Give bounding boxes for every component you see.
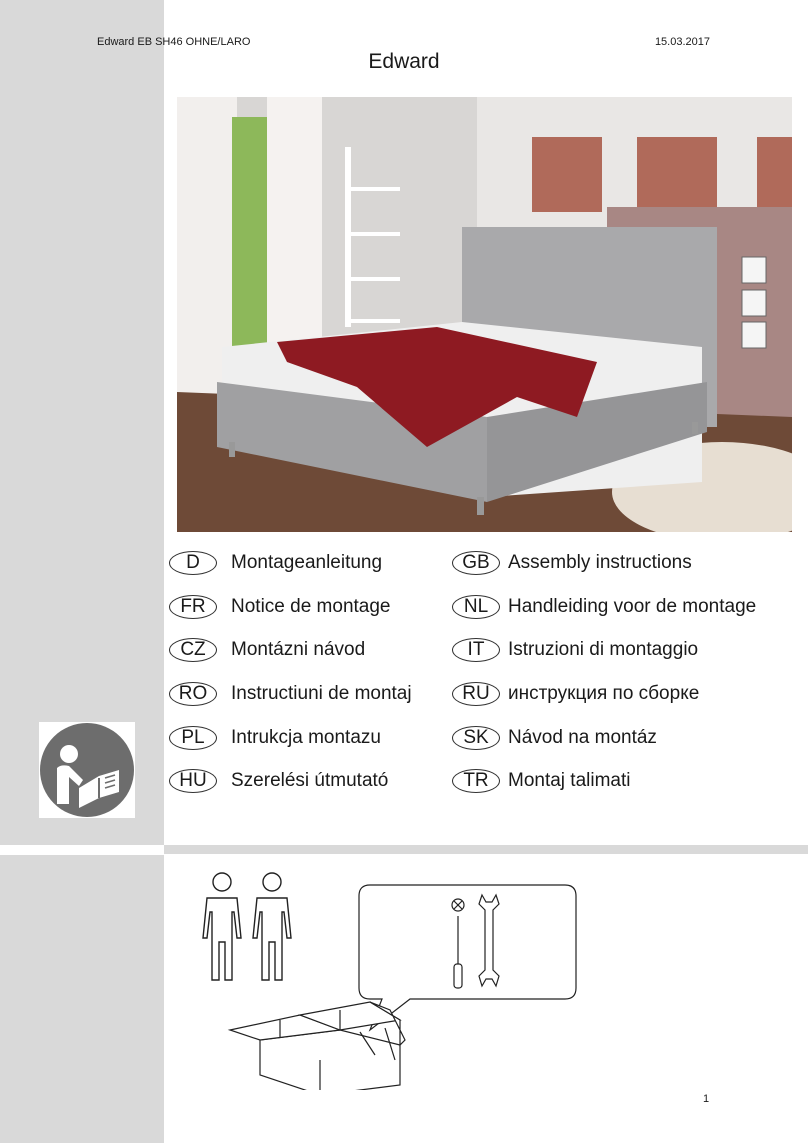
language-code-badge: PL <box>169 726 217 750</box>
language-row-d <box>169 549 382 577</box>
language-row-ro <box>169 680 412 708</box>
language-label: Szerelési útmutató <box>231 770 389 791</box>
language-label: Handleiding voor de montage <box>508 596 757 617</box>
language-label: Assembly instructions <box>508 552 692 573</box>
language-label: Intrukcja montazu <box>231 727 381 748</box>
document-id: Edward EB SH46 OHNE/LARO <box>97 36 251 48</box>
document-date: 15.03.2017 <box>654 36 710 48</box>
language-row-sk <box>452 724 657 752</box>
language-code-badge: TR <box>452 769 500 793</box>
language-code-badge: IT <box>452 638 500 662</box>
language-label: Návod na montáz <box>508 727 657 748</box>
language-row-ru <box>452 680 699 708</box>
language-code-badge: D <box>169 551 217 575</box>
language-row-gb <box>452 549 692 577</box>
page-title: Edward <box>368 50 440 73</box>
language-label: инструкция по сборке <box>508 683 700 704</box>
language-row-pl <box>169 724 381 752</box>
language-label: Montaj talimati <box>508 770 631 791</box>
product-photo <box>177 97 792 532</box>
language-label: Notice de montage <box>231 596 391 617</box>
language-row-it <box>452 636 698 664</box>
language-row-tr <box>452 767 631 795</box>
language-code-badge: SK <box>452 726 500 750</box>
language-row-nl <box>452 593 756 621</box>
language-row-hu <box>169 767 388 795</box>
language-code-badge: RO <box>169 682 217 706</box>
language-code-badge: NL <box>452 595 500 619</box>
section-divider <box>164 845 808 854</box>
language-label: Montázni návod <box>231 639 366 660</box>
language-code-badge: FR <box>169 595 217 619</box>
language-label: Istruzioni di montaggio <box>508 639 699 660</box>
language-label: Montageanleitung <box>231 552 383 573</box>
language-code-badge: RU <box>452 682 500 706</box>
language-label: Instructiuni de montaj <box>231 683 412 704</box>
language-row-fr <box>169 593 391 621</box>
language-row-cz <box>169 636 365 664</box>
left-sidebar <box>0 0 164 1143</box>
page-number: 1 <box>703 1093 710 1105</box>
language-code-badge: GB <box>452 551 500 575</box>
read-manual-icon <box>39 722 135 818</box>
language-code-badge: CZ <box>169 638 217 662</box>
toolbox-icon <box>230 1002 405 1090</box>
language-code-badge: HU <box>169 769 217 793</box>
tools-callout <box>220 880 580 1095</box>
